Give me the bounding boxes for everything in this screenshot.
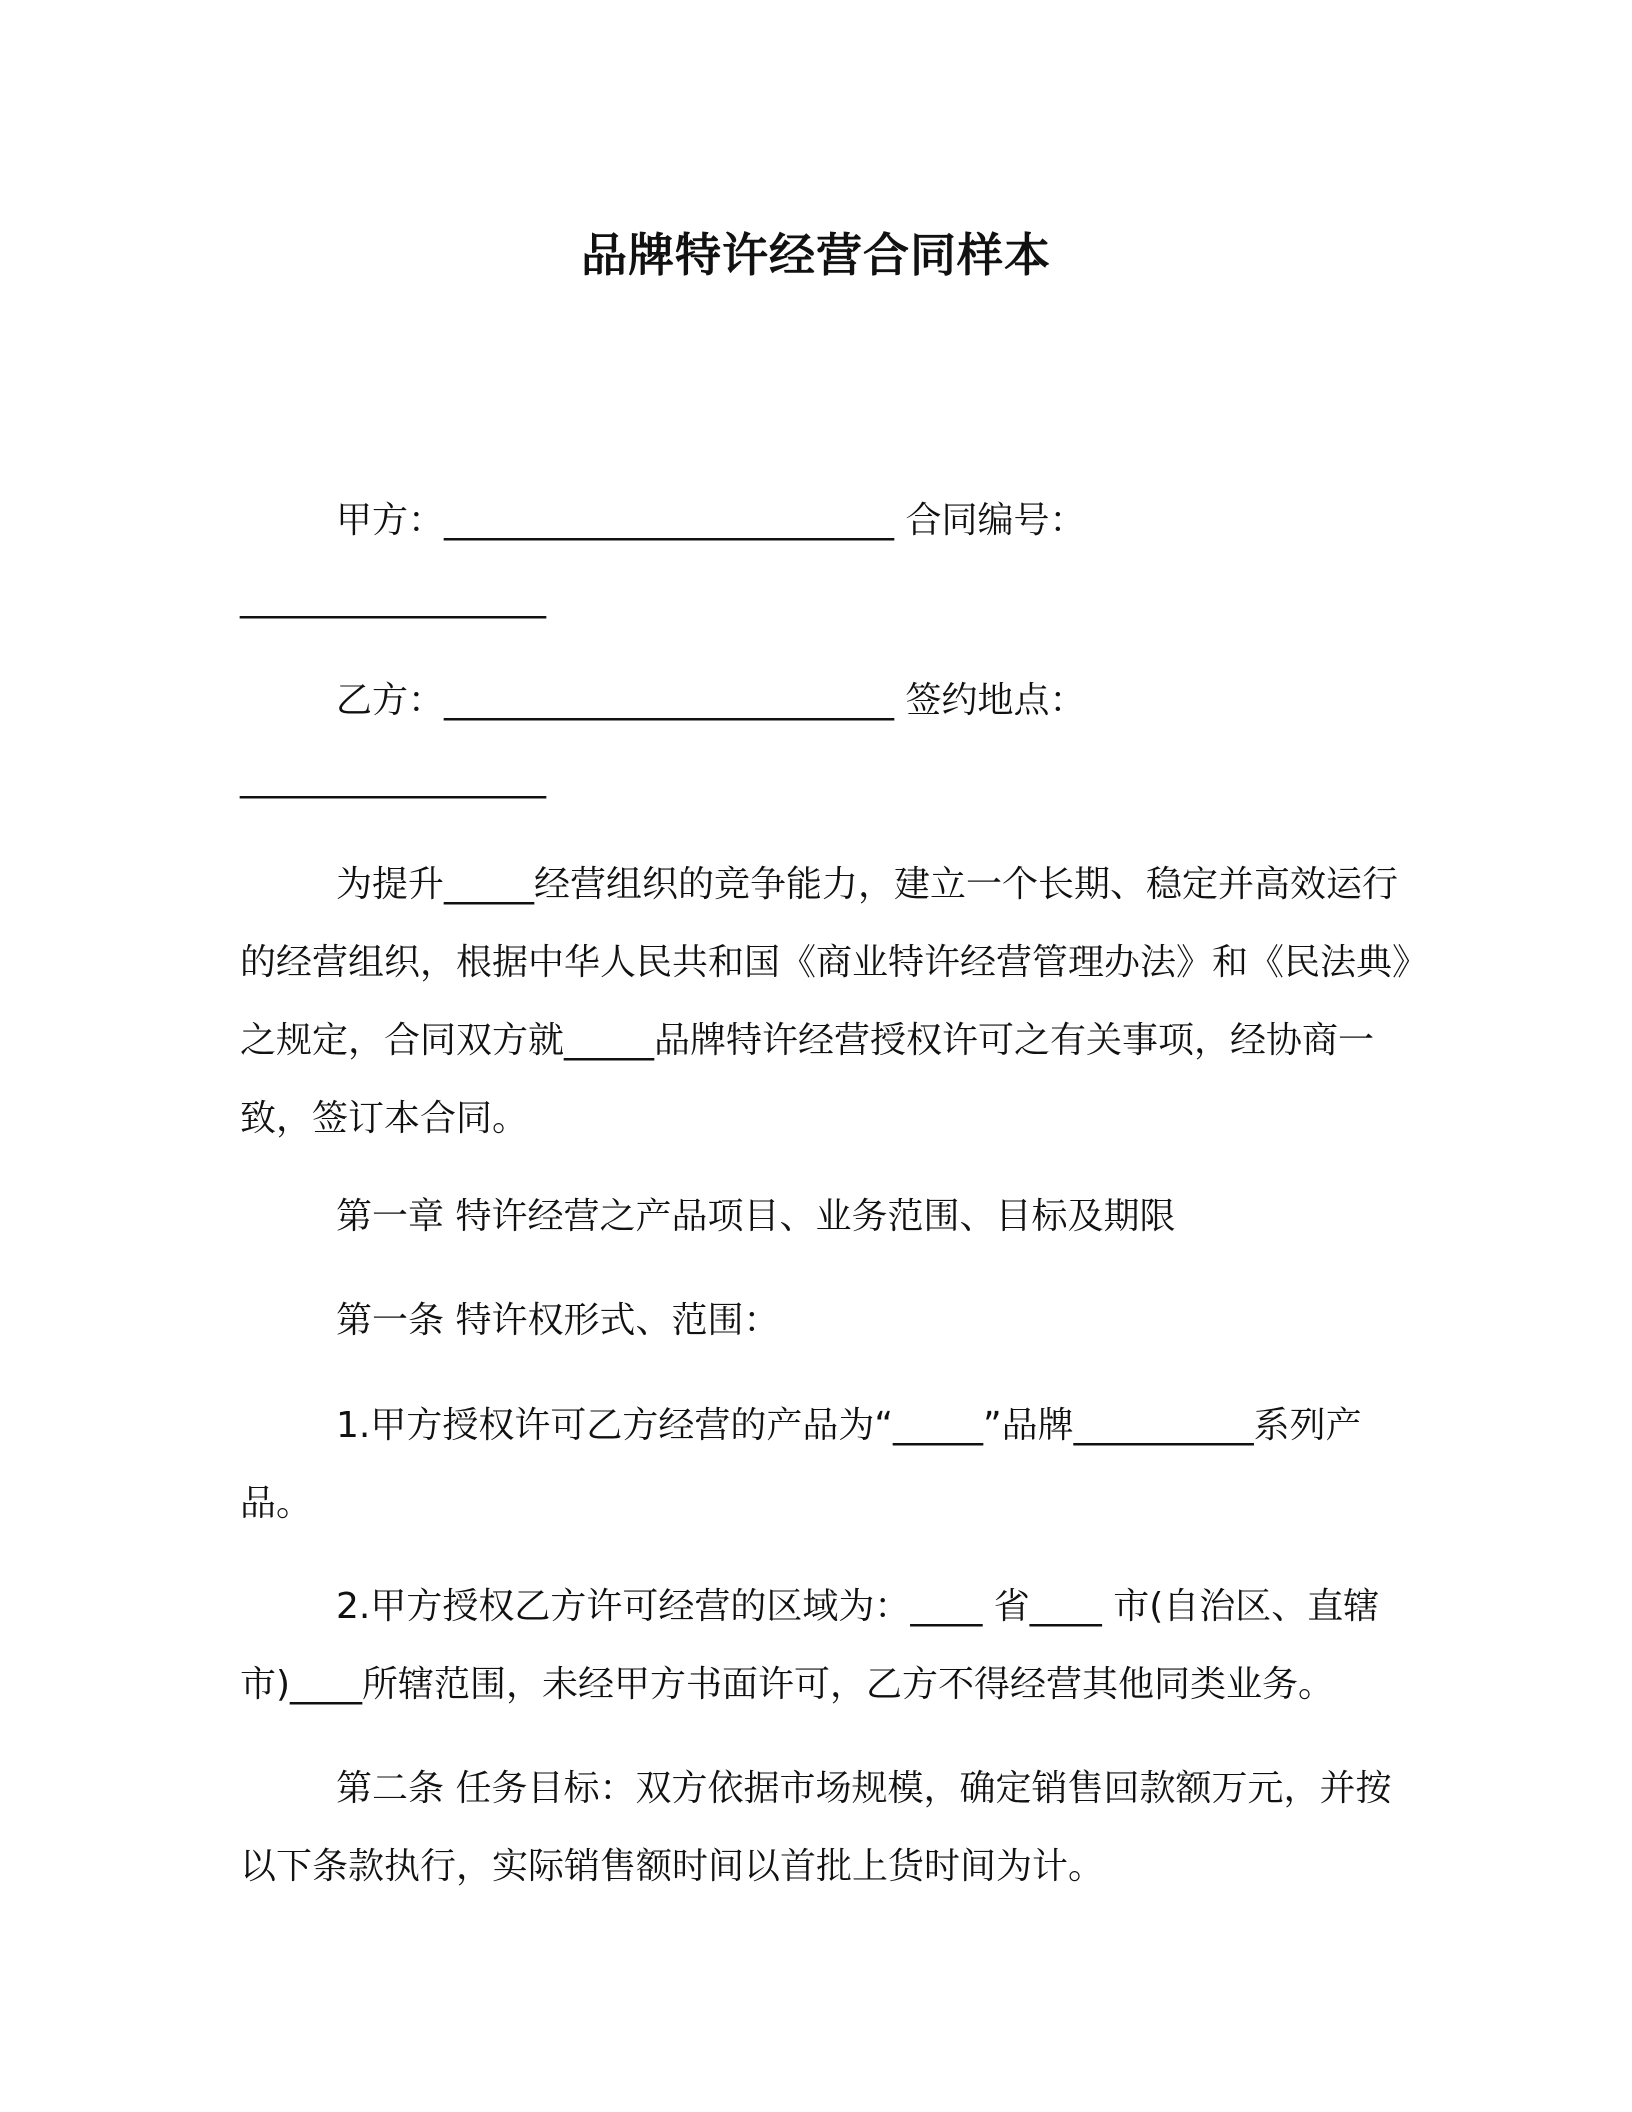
party-a-section — [240, 482, 1415, 638]
article-1-item-1: 1.甲方授权许可乙方经营的产品为“_____”品牌__________系列产品。 — [240, 1405, 1362, 1524]
party-a-line: 甲方：_________________________ 合同编号： — [336, 500, 1086, 541]
document-title: 品牌特许经营合同样本 — [581, 228, 1051, 282]
article-1-heading: 第一条 特许权形式、范围： — [336, 1300, 780, 1341]
preamble-paragraph: 为提升_____经营组织的竞争能力，建立一个长期、稳定并高效运行的经营组织，根据中华人民共和国《商业特许经营管理办法》和《民法典》之规定，合同双方就_____品牌特许经营授权许可之有关事项，经协商一致，签订本合同。 — [240, 864, 1411, 1139]
contract-number-blank: _________________ — [240, 578, 546, 619]
party-b-line: 乙方：_________________________ 签约地点： — [336, 680, 1086, 721]
chapter-1-heading: 第一章 特许经营之产品项目、业务范围、目标及期限 — [336, 1196, 1176, 1237]
article-1-item-2: 2.甲方授权乙方许可经营的区域为：____ 省____ 市(自治区、直辖市)____所辖范围，未经甲方书面许可，乙方不得经营其他同类业务。 — [240, 1586, 1380, 1705]
party-b-section — [240, 662, 1415, 818]
article-2-paragraph: 第二条 任务目标：双方依据市场规模，确定销售回款额万元，并按以下条款执行，实际销售额时间以首批上货时间为计。 — [240, 1768, 1392, 1887]
signing-location-blank: _________________ — [240, 758, 546, 799]
